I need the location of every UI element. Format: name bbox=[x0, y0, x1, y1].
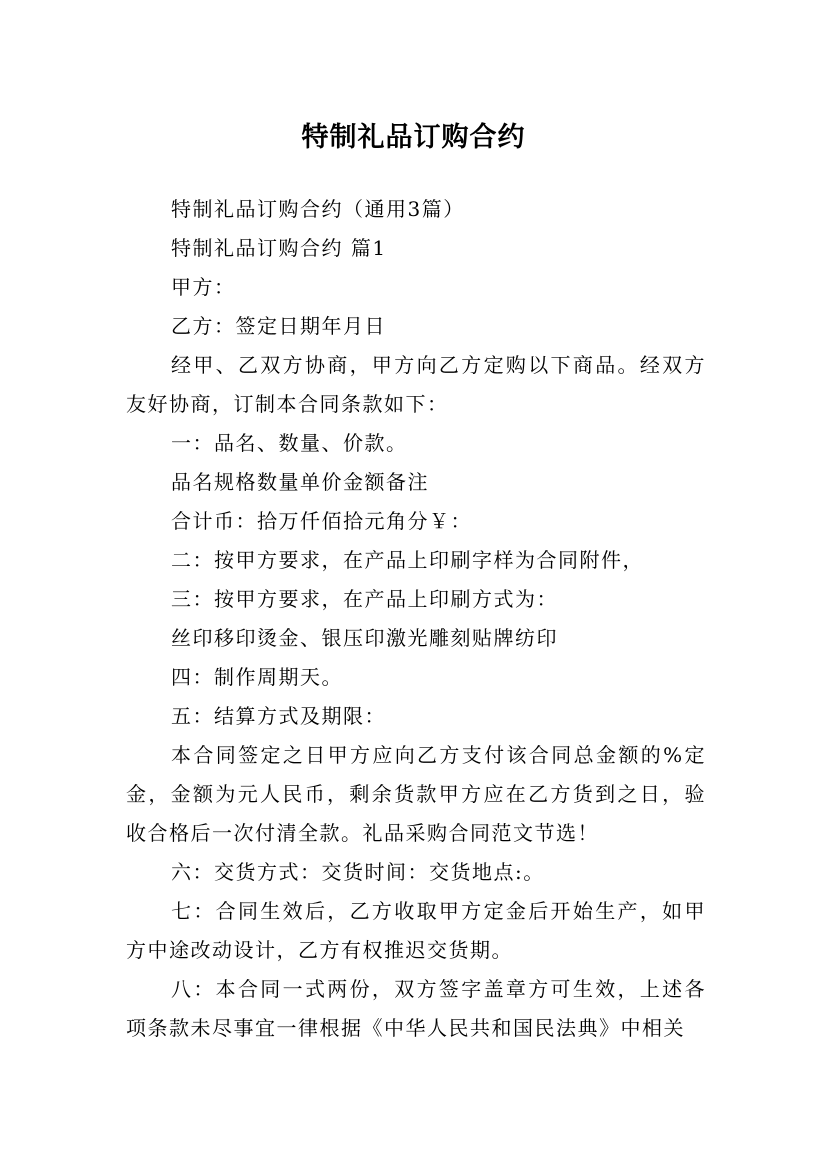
document-title: 特制礼品订购合约 bbox=[301, 122, 526, 154]
paragraph-intro: 经甲、乙双方协商，甲方向乙方定购以下商品。经双方友好协商，订制本合同条款如下： bbox=[126, 353, 706, 416]
paragraph-party-a: 甲方： bbox=[171, 275, 236, 299]
paragraph-party-b: 乙方：签定日期年月日 bbox=[171, 314, 386, 338]
paragraph-payment-terms: 本合同签定之日甲方应向乙方支付该合同总金额的%定金，金额为元人民币，剩余货款甲方应在乙方货到之日，验收合格后一次付清全款。礼品采购合同范文节选！ bbox=[126, 743, 706, 845]
paragraph-collection-title: 特制礼品订购合约（通用3篇） bbox=[171, 197, 465, 221]
document-body bbox=[126, 190, 706, 1048]
paragraph-clause-3: 三：按甲方要求，在产品上印刷方式为： bbox=[171, 587, 558, 611]
paragraph-clause-4: 四：制作周期天。 bbox=[171, 665, 343, 689]
paragraph-clause-6: 六：交货方式：交货时间：交货地点:。 bbox=[171, 860, 545, 884]
paragraph-clause-2: 二：按甲方要求，在产品上印刷字样为合同附件， bbox=[171, 548, 644, 572]
paragraph-clause-7: 七：合同生效后，乙方收取甲方定金后开始生产，如甲方中途改动设计，乙方有权推迟交货期。 bbox=[126, 899, 706, 962]
paragraph-total: 合计币：拾万仟佰拾元角分￥： bbox=[171, 509, 472, 533]
paragraph-print-methods: 丝印移印烫金、银压印激光雕刻贴牌纺印 bbox=[171, 626, 558, 650]
paragraph-clause-5: 五：结算方式及期限： bbox=[171, 704, 386, 728]
paragraph-clause-8: 八：本合同一式两份，双方签字盖章方可生效，上述各项条款未尽事宜一律根据《中华人民共和国民法典》中相关 bbox=[126, 977, 706, 1040]
paragraph-section-heading: 特制礼品订购合约 篇1 bbox=[171, 236, 387, 260]
paragraph-item-columns: 品名规格数量单价金额备注 bbox=[171, 470, 429, 494]
paragraph-clause-1: 一：品名、数量、价款。 bbox=[171, 431, 408, 455]
